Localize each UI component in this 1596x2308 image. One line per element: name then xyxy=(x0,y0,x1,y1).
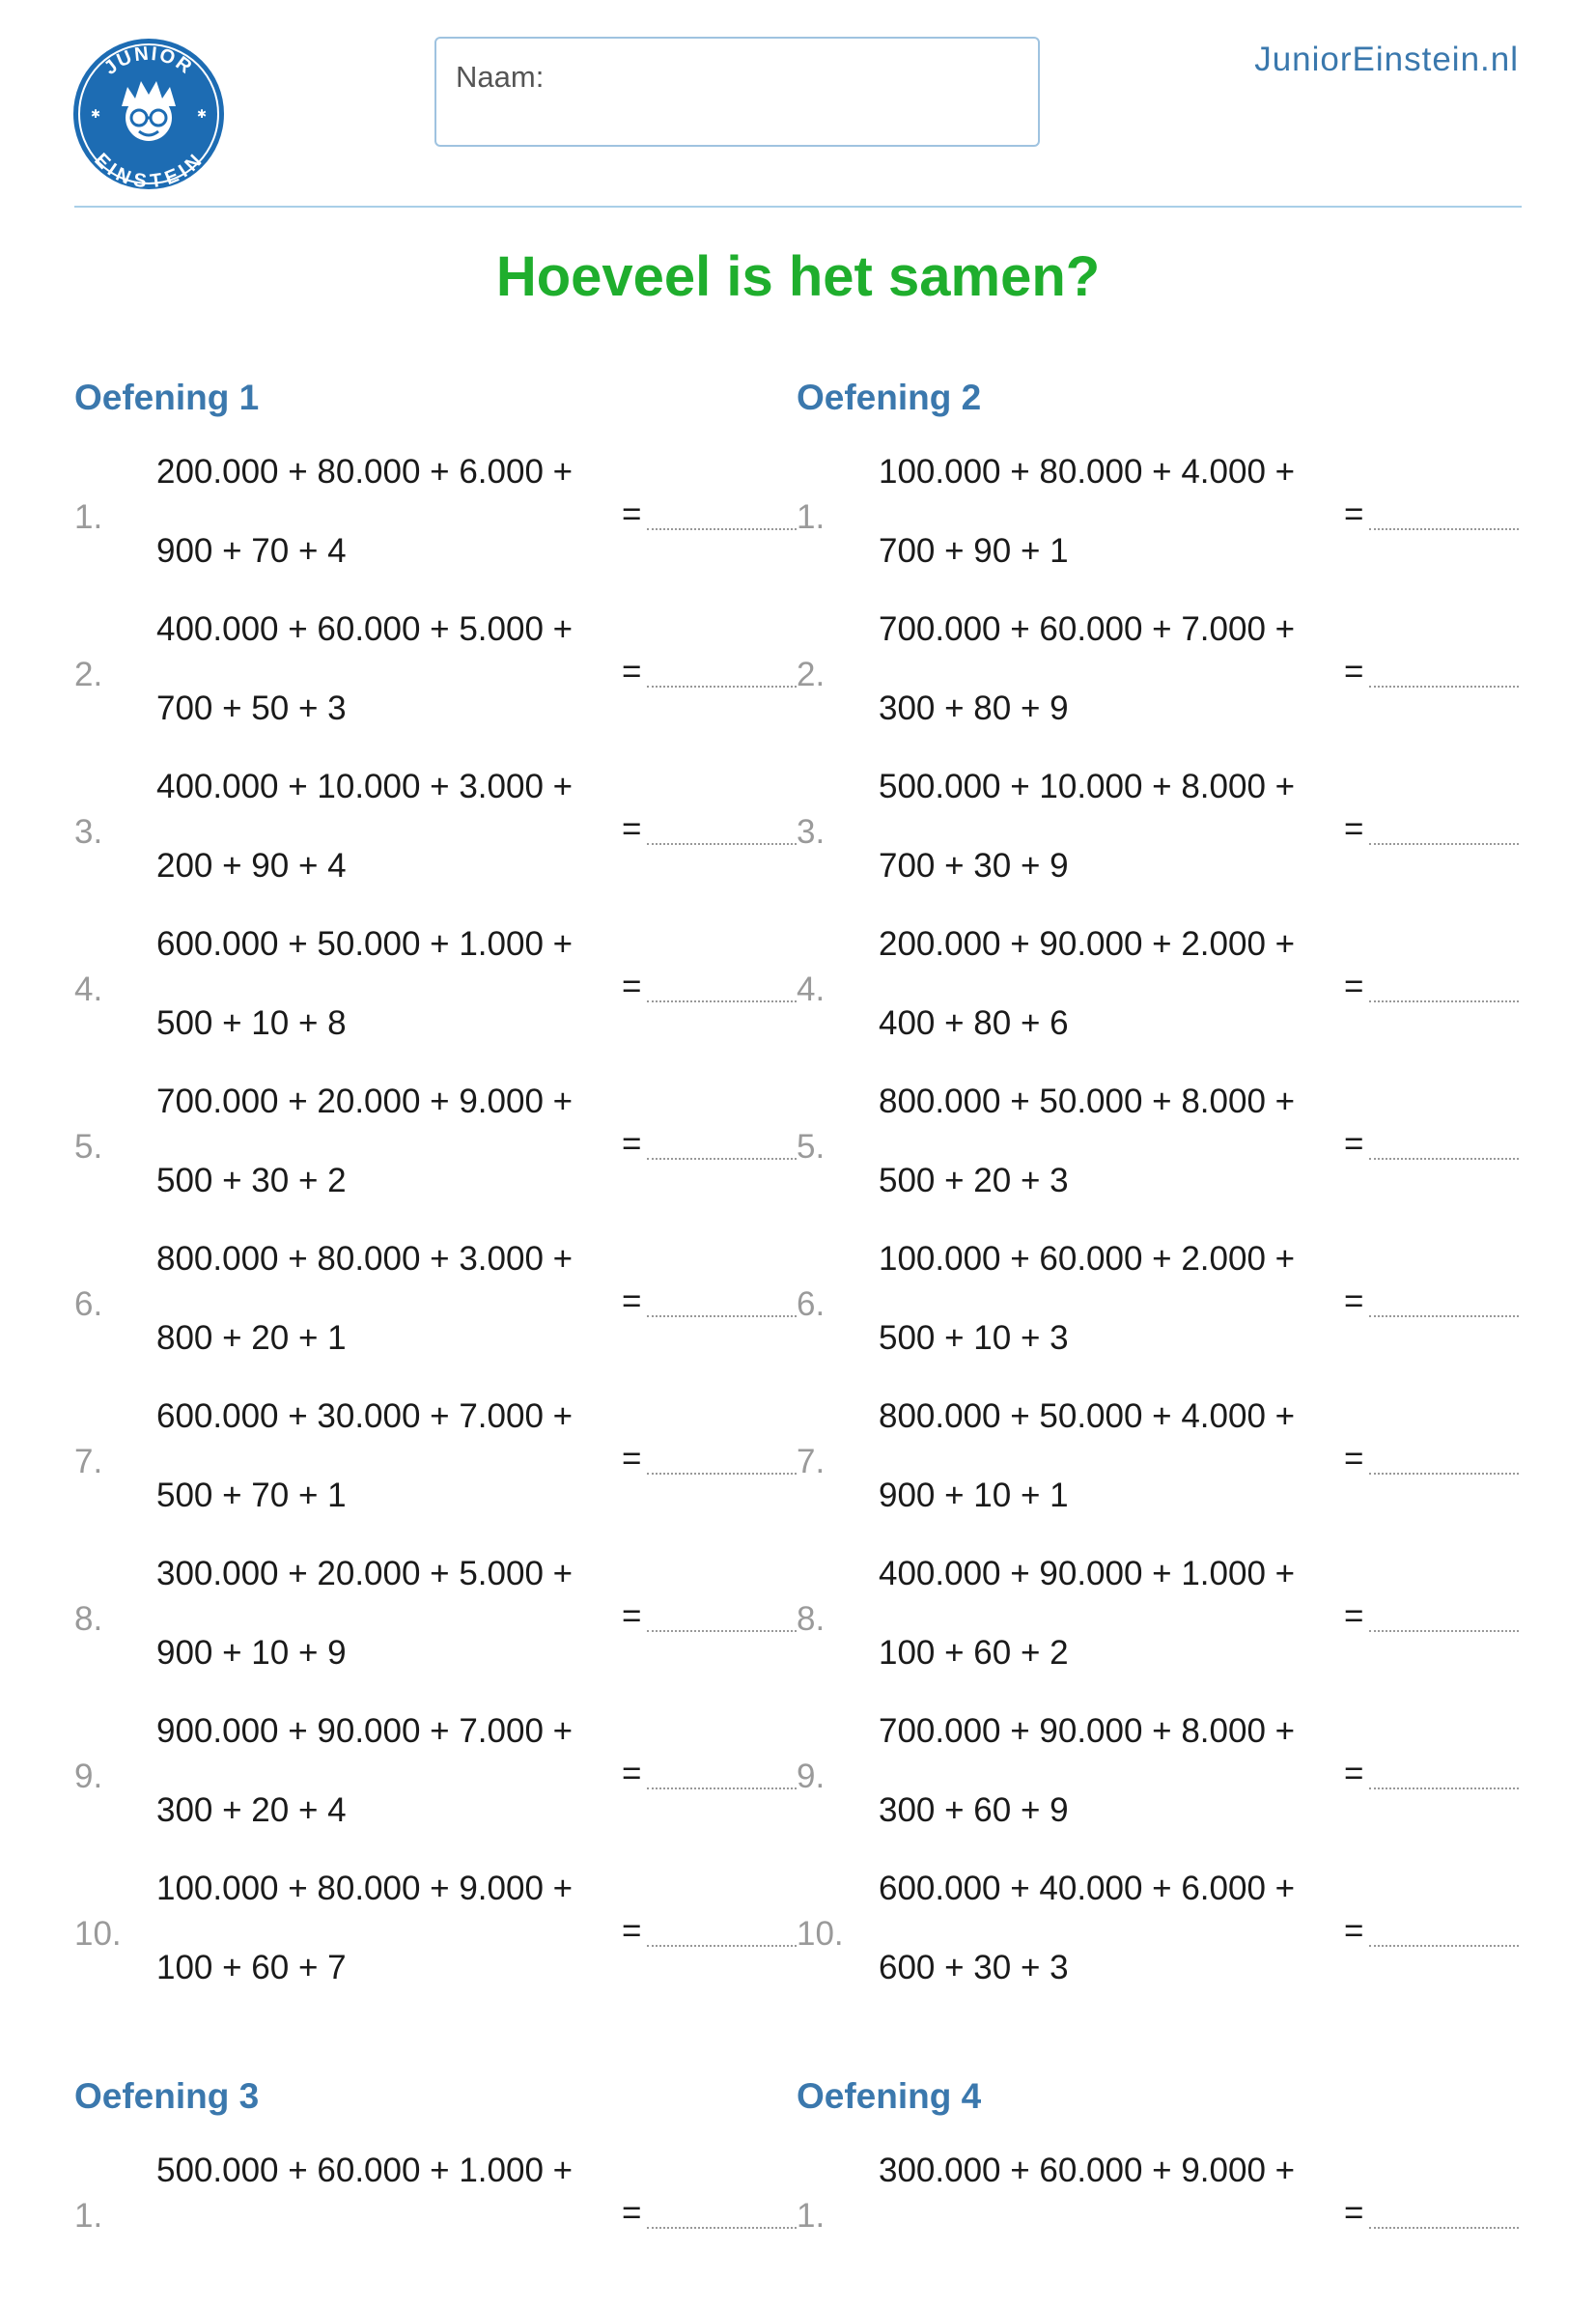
answer-blank[interactable] xyxy=(1369,528,1519,530)
problem-line-1: 400.000 + 10.000 + 3.000 + xyxy=(156,768,574,805)
problem-line-2: 500 + 70 + 1 xyxy=(156,1477,347,1514)
problem-line-1: 100.000 + 60.000 + 2.000 + xyxy=(879,1240,1296,1278)
equals-sign: = xyxy=(1344,1282,1364,1320)
problem-number: 10. xyxy=(797,1915,844,1953)
problem-row xyxy=(74,1397,798,1554)
problem-line-1: 200.000 + 90.000 + 2.000 + xyxy=(879,925,1296,963)
problem-number: 4. xyxy=(797,971,826,1008)
problem-line-2: 100 + 60 + 2 xyxy=(879,1634,1069,1672)
problem-line-2: 600 + 30 + 3 xyxy=(879,1949,1069,1986)
answer-blank[interactable] xyxy=(1369,1945,1519,1947)
equals-sign: = xyxy=(622,1440,642,1478)
equals-sign: = xyxy=(622,1597,642,1635)
answer-blank[interactable] xyxy=(1369,1000,1519,1002)
svg-text:✱: ✱ xyxy=(91,107,101,121)
problem-line-1: 600.000 + 40.000 + 6.000 + xyxy=(879,1870,1296,1907)
problem-line-2: 700 + 90 + 1 xyxy=(879,532,1069,570)
equals-sign: = xyxy=(622,1125,642,1163)
problem-number: 9. xyxy=(74,1758,103,1795)
problem-number: 1. xyxy=(74,498,103,536)
equals-sign: = xyxy=(622,2194,642,2232)
equals-sign: = xyxy=(622,653,642,690)
junior-einstein-logo xyxy=(71,37,226,191)
problem-line-2: 500 + 30 + 2 xyxy=(156,1162,347,1199)
problem-number: 1. xyxy=(797,2197,826,2235)
svg-text:✱: ✱ xyxy=(197,107,208,121)
answer-blank[interactable] xyxy=(647,528,797,530)
problem-row xyxy=(797,1240,1521,1396)
page-title: Hoeveel is het samen? xyxy=(495,245,1101,308)
problem-row xyxy=(797,1397,1521,1554)
answer-blank[interactable] xyxy=(1369,1630,1519,1632)
problem-line-2: 700 + 30 + 9 xyxy=(879,847,1069,885)
problem-line-2: 100 + 60 + 7 xyxy=(156,1949,347,1986)
problem-number: 1. xyxy=(74,2197,103,2235)
problem-row xyxy=(74,453,798,609)
problem-line-1: 400.000 + 60.000 + 5.000 + xyxy=(156,610,574,648)
problem-line-2: 900 + 70 + 4 xyxy=(156,532,347,570)
equals-sign: = xyxy=(1344,1440,1364,1478)
problem-line-1: 300.000 + 60.000 + 9.000 + xyxy=(879,2152,1296,2189)
problem-row xyxy=(74,1240,798,1396)
exercise-title: Oefening 3 xyxy=(74,2076,260,2116)
problem-line-2: 500 + 10 + 8 xyxy=(156,1004,347,1042)
problem-number: 6. xyxy=(74,1285,103,1323)
problem-line-1: 600.000 + 30.000 + 7.000 + xyxy=(156,1397,574,1435)
problem-line-1: 800.000 + 50.000 + 4.000 + xyxy=(879,1397,1296,1435)
answer-blank[interactable] xyxy=(1369,686,1519,688)
problem-row xyxy=(797,610,1521,767)
answer-blank[interactable] xyxy=(647,1000,797,1002)
answer-blank[interactable] xyxy=(1369,1473,1519,1475)
problem-number: 7. xyxy=(74,1443,103,1480)
problem-line-2: 300 + 20 + 4 xyxy=(156,1791,347,1829)
problem-line-1: 900.000 + 90.000 + 7.000 + xyxy=(156,1712,574,1750)
problem-number: 4. xyxy=(74,971,103,1008)
answer-blank[interactable] xyxy=(1369,843,1519,845)
problem-row xyxy=(74,1870,798,2026)
problem-number: 2. xyxy=(74,656,103,693)
answer-blank[interactable] xyxy=(647,1158,797,1160)
problem-row xyxy=(797,1712,1521,1869)
problem-line-1: 500.000 + 60.000 + 1.000 + xyxy=(156,2152,574,2189)
name-field[interactable] xyxy=(434,37,1040,147)
problem-number: 6. xyxy=(797,1285,826,1323)
answer-blank[interactable] xyxy=(647,1945,797,1947)
problem-number: 3. xyxy=(74,813,103,851)
problem-number: 10. xyxy=(74,1915,122,1953)
problem-line-1: 700.000 + 20.000 + 9.000 + xyxy=(156,1083,574,1120)
problem-line-2: 200 + 90 + 4 xyxy=(156,847,347,885)
equals-sign: = xyxy=(622,810,642,848)
equals-sign: = xyxy=(1344,810,1364,848)
site-url: JuniorEinstein.nl xyxy=(1254,41,1519,78)
equals-sign: = xyxy=(1344,1912,1364,1950)
problem-number: 8. xyxy=(797,1600,826,1638)
answer-blank[interactable] xyxy=(647,1630,797,1632)
svg-text:EINSTEIN: EINSTEIN xyxy=(90,149,208,191)
equals-sign: = xyxy=(1344,495,1364,533)
problem-row xyxy=(74,1083,798,1239)
answer-blank[interactable] xyxy=(1369,1787,1519,1789)
name-label: Naam: xyxy=(456,60,545,94)
problem-line-1: 300.000 + 20.000 + 5.000 + xyxy=(156,1555,574,1592)
equals-sign: = xyxy=(1344,653,1364,690)
problem-line-2: 800 + 20 + 1 xyxy=(156,1319,347,1357)
problem-line-2: 400 + 80 + 6 xyxy=(879,1004,1069,1042)
problem-line-2: 300 + 60 + 9 xyxy=(879,1791,1069,1829)
problem-number: 5. xyxy=(797,1128,826,1166)
problem-line-1: 800.000 + 50.000 + 8.000 + xyxy=(879,1083,1296,1120)
problem-row xyxy=(797,925,1521,1082)
problem-row xyxy=(74,1712,798,1869)
equals-sign: = xyxy=(1344,1125,1364,1163)
equals-sign: = xyxy=(1344,1597,1364,1635)
problem-number: 7. xyxy=(797,1443,826,1480)
problem-line-1: 700.000 + 90.000 + 8.000 + xyxy=(879,1712,1296,1750)
equals-sign: = xyxy=(1344,1755,1364,1792)
problem-line-2: 900 + 10 + 1 xyxy=(879,1477,1069,1514)
problem-number: 9. xyxy=(797,1758,826,1795)
problem-number: 5. xyxy=(74,1128,103,1166)
problem-row xyxy=(797,2152,1521,2308)
problem-number: 3. xyxy=(797,813,826,851)
problem-line-1: 600.000 + 50.000 + 1.000 + xyxy=(156,925,574,963)
problem-line-1: 400.000 + 90.000 + 1.000 + xyxy=(879,1555,1296,1592)
problem-line-1: 500.000 + 10.000 + 8.000 + xyxy=(879,768,1296,805)
exercise-title: Oefening 4 xyxy=(797,2076,982,2116)
svg-text:JUNIOR: JUNIOR xyxy=(99,42,197,79)
problem-row xyxy=(797,1870,1521,2026)
problem-row xyxy=(74,2152,798,2308)
answer-blank[interactable] xyxy=(647,843,797,845)
problem-number: 2. xyxy=(797,656,826,693)
exercise-title: Oefening 1 xyxy=(74,378,260,417)
answer-blank[interactable] xyxy=(647,686,797,688)
answer-blank[interactable] xyxy=(647,1473,797,1475)
problem-number: 1. xyxy=(797,498,826,536)
problem-line-2: 900 + 10 + 9 xyxy=(156,1634,347,1672)
problem-row xyxy=(797,1555,1521,1711)
problem-row xyxy=(74,768,798,924)
answer-blank[interactable] xyxy=(1369,1315,1519,1317)
problem-line-1: 100.000 + 80.000 + 4.000 + xyxy=(879,453,1296,491)
equals-sign: = xyxy=(622,495,642,533)
equals-sign: = xyxy=(1344,2194,1364,2232)
problem-line-2: 500 + 20 + 3 xyxy=(879,1162,1069,1199)
problem-row xyxy=(74,1555,798,1711)
problem-line-2: 700 + 50 + 3 xyxy=(156,690,347,727)
answer-blank[interactable] xyxy=(647,1787,797,1789)
problem-row xyxy=(74,925,798,1082)
equals-sign: = xyxy=(622,1912,642,1950)
problem-row xyxy=(797,1083,1521,1239)
exercise-title: Oefening 2 xyxy=(797,378,982,417)
problem-line-2: 300 + 80 + 9 xyxy=(879,690,1069,727)
equals-sign: = xyxy=(622,968,642,1005)
equals-sign: = xyxy=(622,1755,642,1792)
problem-line-1: 800.000 + 80.000 + 3.000 + xyxy=(156,1240,574,1278)
equals-sign: = xyxy=(622,1282,642,1320)
answer-blank[interactable] xyxy=(647,1315,797,1317)
answer-blank[interactable] xyxy=(647,2227,797,2229)
problem-row xyxy=(74,610,798,767)
problem-line-1: 200.000 + 80.000 + 6.000 + xyxy=(156,453,574,491)
problem-number: 8. xyxy=(74,1600,103,1638)
answer-blank[interactable] xyxy=(1369,2227,1519,2229)
header-divider xyxy=(74,206,1522,208)
problem-row xyxy=(797,768,1521,924)
equals-sign: = xyxy=(1344,968,1364,1005)
problem-line-1: 700.000 + 60.000 + 7.000 + xyxy=(879,610,1296,648)
answer-blank[interactable] xyxy=(1369,1158,1519,1160)
problem-line-2: 500 + 10 + 3 xyxy=(879,1319,1069,1357)
problem-line-1: 100.000 + 80.000 + 9.000 + xyxy=(156,1870,574,1907)
problem-row xyxy=(797,453,1521,609)
